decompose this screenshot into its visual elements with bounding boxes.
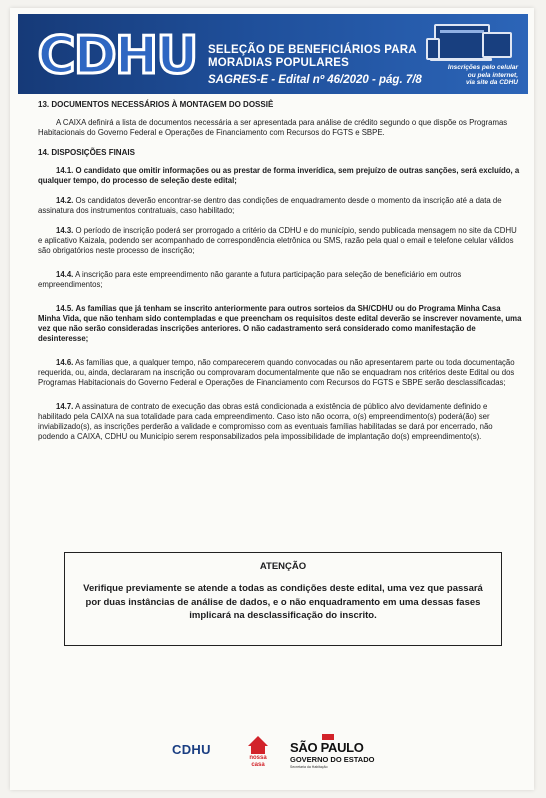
caption-line: via site da CDHU (465, 79, 518, 86)
item-14-7 (38, 402, 522, 442)
item-number: 14.3. (56, 226, 74, 235)
section-13-heading: 13. DOCUMENTOS NECESSÁRIOS À MONTAGEM DO DOSSIÊ (38, 100, 274, 109)
header-caption (422, 64, 518, 87)
section-14-heading: 14. DISPOSIÇÕES FINAIS (38, 148, 135, 157)
house-icon (248, 736, 268, 746)
footer-logos (170, 730, 420, 770)
cdhu-logo-text: CDHU (37, 26, 197, 86)
item-number: 14.5. (56, 304, 74, 313)
attention-title: ATENÇÃO (259, 561, 307, 572)
item-14-5 (38, 304, 522, 344)
item-14-3 (38, 226, 522, 256)
item-number: 14.4. (56, 270, 74, 279)
caption-line: Inscrições pelo celular (447, 64, 518, 71)
section-13-text-content: A CAIXA definirá a lista de documentos necessária a ser apresentada para análise de crédito segundo o que dispõe os Programas Habitacionais do Governo Federal e Operações de Financiamento com Recursos do FGTS e SBPE. (38, 118, 508, 137)
item-14-6 (38, 358, 522, 388)
document-page (10, 8, 534, 790)
header-title: SELEÇÃO DE BENEFICIÁRIOS PARA MORADIAS POPULARES (208, 44, 417, 69)
item-text: O período de inscrição poderá ser prorrogado a critério da CDHU e do município, sendo publicada mensagem no site da CDHU e aplicativo Kaizala, podendo ser acompanhado de correspondência eletrônica ou SMS, razão pela qual o email e telefone celular válidos são obrigatórios neste processo de inscrição; (38, 226, 517, 255)
nossa-casa-label (244, 755, 272, 768)
devices-icon (426, 24, 514, 66)
keyboard-icon (430, 58, 492, 61)
nossa-casa-line: nossa (249, 755, 267, 761)
item-text: As famílias que já tenham se inscrito anteriormente para outros sorteios da SH/CDHU ou do Programa Minha Casa Minha Vida, que não tenham sido contempladas e que preencham os requisitos deste edital deverão se inscrever novamente, uma vez que não serão consideradas inscrições anteriores. O não cadastramento será considerado como manifestação de desinteresse; (38, 304, 522, 343)
tablet-icon (482, 32, 512, 58)
nossa-casa-line: casa (251, 761, 265, 768)
item-14-1 (38, 166, 522, 186)
attention-box (64, 552, 502, 646)
attention-text: Verifique previamente se atende a todas as condições deste edital, uma vez que passará por duas instâncias de análise de dados, e o não enquadramento em uma dessas fases implicará na desclassificação do inscrito. (83, 583, 483, 621)
item-text: As famílias que, a qualquer tempo, não comparecerem quando convocadas ou não apresentarem parte ou toda documentação requerida, ou, ainda, declararam na inscrição ou comprovaram documentalmente que não se enquadram nos critérios deste Edital ou dos Programas Habitacionais do Governo Federal e Operações de Financiamento com Recursos do FGTS e SBPE serão desclassificadas; (38, 358, 515, 387)
section-13-text (38, 118, 522, 138)
item-number: 14.2. (56, 196, 74, 205)
item-text: Os candidatos deverão encontrar-se dentro das condições de enquadramento desde o momento da inscrição até a data de assinatura dos instrumentos contratuais, caso habilitado; (38, 196, 502, 215)
item-number: 14.7. (56, 402, 74, 411)
house-body-icon (251, 746, 265, 754)
footer-cdhu-logo: CDHU (172, 742, 211, 757)
sao-paulo-secretaria: Secretaria da Habitação (290, 765, 328, 769)
item-number: 14.1. (56, 166, 74, 175)
item-text: A assinatura de contrato de execução das obras está condicionada a existência de público alvo devidamente definido e habilitado pela CAIXA na sua totalidade para cada empreendimento. Caso isto não ocorra, o(s) empreendimento(s) poderá(ão) ser inviabilizado(s), as inscrições perderão a validade e compromisso com as eventuais famílias habilitadas se dará por encerrado, não podendo a CAIXA, CDHU ou Município serem responsabilizados pela impossibilidade de implantação do(s) empreendimento(s). (38, 402, 493, 441)
cdhu-logo (32, 20, 202, 86)
item-number: 14.6. (56, 358, 74, 367)
header-title-block (208, 44, 428, 86)
nossa-casa-logo (244, 732, 272, 768)
document-body (38, 100, 522, 452)
phone-icon (426, 38, 440, 60)
item-text: A inscrição para este empreendimento não garante a futura participação para seleção de beneficiário em outros empreendimentos; (38, 270, 462, 289)
item-text: O candidato que omitir informações ou as prestar de forma inverídica, sem prejuízo de outras sanções, será excluído, a qualquer tempo, do processo de seleção deste edital; (38, 166, 520, 185)
item-14-4 (38, 270, 522, 290)
caption-line: ou pela internet, (467, 71, 518, 79)
header-banner (18, 14, 528, 94)
sao-paulo-title: SÃO PAULO (290, 740, 364, 755)
header-subtitle: SAGRES-E - Edital nº 46/2020 - pág. 7/8 (208, 74, 422, 86)
sao-paulo-subtitle: GOVERNO DO ESTADO (290, 755, 375, 764)
item-14-2 (38, 196, 522, 216)
